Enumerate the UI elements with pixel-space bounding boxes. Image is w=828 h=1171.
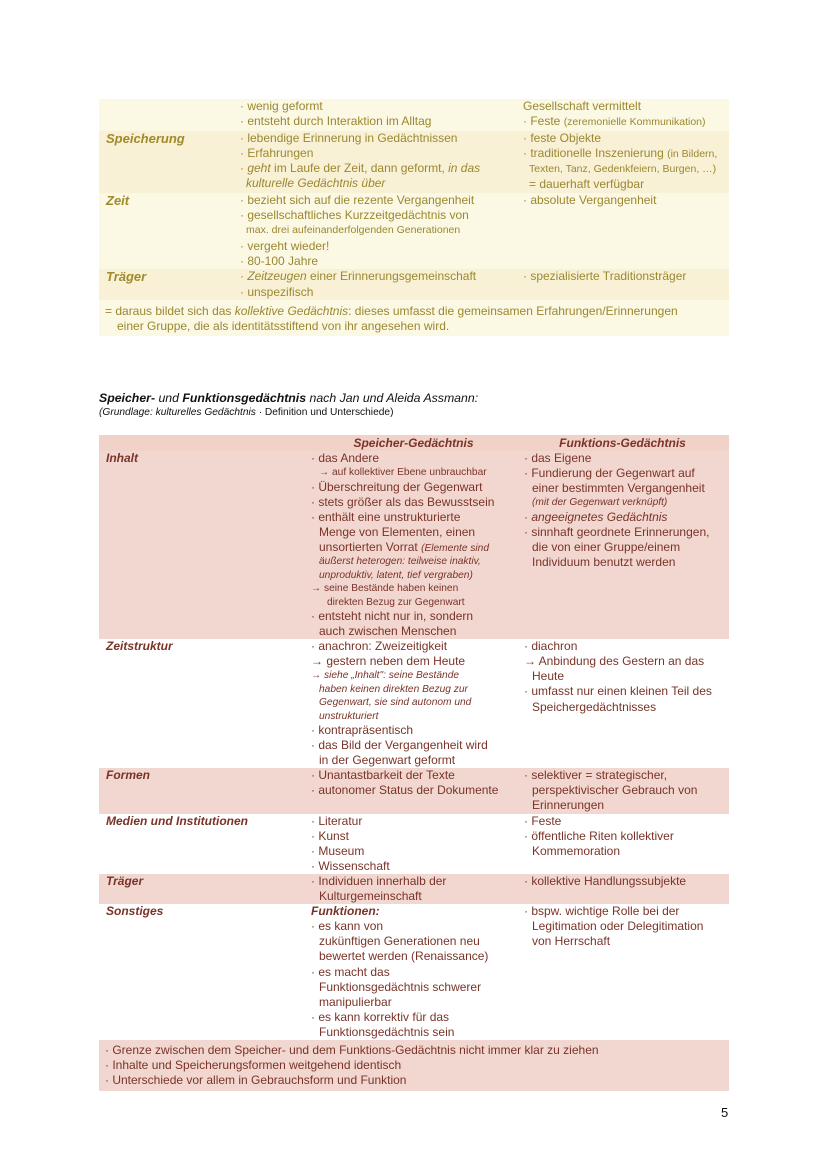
cell-cultural: · feste Objekte · traditionelle Inszenierung (in Bildern, Texten, Tanz, Gedenkfeiern, Burgen, …) = dauerhaft verfügbar (509, 131, 729, 193)
table-row-traeger (99, 269, 729, 300)
table-row-continued (99, 99, 729, 131)
row-label-medien: Medien und Institutionen (99, 814, 311, 874)
cell-funktions: · Feste · öffentliche Riten kollektiver Kommemoration (516, 814, 729, 874)
cell-cultural: Gesellschaft vermittelt · Feste (zeremonielle Kommunikation) (509, 99, 729, 131)
summary-cell: = daraus bildet sich das kollektive Gedächtnis: dieses umfasst die gemeinsamen Erfahrungen/Erinnerungen einer Gruppe, die als identitätsstiftend von ihr angesehen wird. (99, 300, 729, 337)
table-row-zeitstruktur (99, 639, 729, 768)
cell-communicative: · wenig geformt · entsteht durch Interaktion im Alltag (234, 99, 509, 131)
section-title: Speicher- und Funktionsgedächtnis nach Jan und Aleida Assmann: (99, 391, 479, 405)
row-label-zeit: Zeit (99, 193, 234, 269)
table-row-sonstiges (99, 904, 729, 1040)
table-row-speicherung (99, 131, 729, 193)
header-funktions: Funktions-Gedächtnis (516, 435, 729, 451)
comparison-table-continued (99, 99, 729, 336)
table-row-zeit (99, 193, 729, 269)
cell-communicative: · lebendige Erinnerung in Gedächtnissen · Erfahrungen · geht im Laufe der Zeit, dann geformt, in das kulturelle Gedächtnis über (234, 131, 509, 193)
cell-speicher: Funktionen: · es kann von zukünftigen Generationen neu bewertet werden (Renaissance) · es macht das Funktionsgedächtnis schwerer manipulierbar · es kann korrektiv für das Funktionsgedächtnis sein (311, 904, 516, 1040)
table-row-traeger (99, 874, 729, 904)
cell-speicher: · Unantastbarkeit der Texte · autonomer Status der Dokumente (311, 768, 516, 813)
cell-speicher: · Individuen innerhalb der Kulturgemeinschaft (311, 874, 516, 904)
table-header-row (99, 435, 729, 451)
cell-communicative: · Zeitzeugen einer Erinnerungsgemeinschaft · unspezifisch (234, 269, 509, 300)
row-label-zeitstruktur: Zeitstruktur (99, 639, 311, 768)
row-label-traeger: Träger (99, 874, 311, 904)
row-label (99, 99, 234, 131)
cell-cultural: · absolute Vergangenheit (509, 193, 729, 269)
cell-cultural: · spezialisierte Traditionsträger (509, 269, 729, 300)
page-number: 5 (721, 1105, 729, 1120)
section-subtitle: (Grundlage: kulturelles Gedächtnis · Definition und Unterschiede) (99, 407, 394, 418)
header-speicher: Speicher-Gedächtnis (311, 435, 516, 451)
table-row-summary (99, 300, 729, 337)
header-empty (99, 435, 311, 451)
table-row-medien (99, 814, 729, 874)
row-label-formen: Formen (99, 768, 311, 813)
row-label-sonstiges: Sonstiges (99, 904, 311, 1040)
cell-communicative: · bezieht sich auf die rezente Vergangenheit · gesellschaftliches Kurzzeitgedächtnis von max. drei aufeinanderfolgenden Generationen · vergeht wieder! · 80-100 Jahre (234, 193, 509, 269)
row-label-inhalt: Inhalt (99, 451, 311, 639)
cell-speicher: · das Andere → auf kollektiver Ebene unbrauchbar · Überschreitung der Gegenwart · stets größer als das Bewusstsein · enthält eine unstrukturierte Menge von Elementen, einen unsortierten Vorrat (Elemente sind äußerst heterogen: teilweise inaktiv, unproduktiv, latent, tief vergraben) → seine Bestände haben keinen direkten Bezug zur Gegenwart · entsteht nicht nur in, sondern auch zwischen Menschen (311, 451, 516, 639)
cell-funktions: · kollektive Handlungssubjekte (516, 874, 729, 904)
row-label-speicherung: Speicherung (99, 131, 234, 193)
memory-comparison-table (99, 435, 729, 1091)
cell-funktions: · das Eigene · Fundierung der Gegenwart auf einer bestimmten Vergangenheit (mit der Gegenwart verknüpft) · angeeignetes Gedächtnis · sinnhaft geordnete Erinnerungen, die von einer Gruppe/einem Individuum benutzt werden (516, 451, 729, 639)
cell-funktions: · selektiver = strategischer, perspektivischer Gebrauch von Erinnerungen (516, 768, 729, 813)
cell-funktions: · bspw. wichtige Rolle bei der Legitimation oder Delegitimation von Herrschaft (516, 904, 729, 1040)
cell-funktions: · diachron → Anbindung des Gestern an das Heute · umfasst nur einen kleinen Teil des Speichergedächtnisses (516, 639, 729, 768)
table-row-summary (99, 1040, 729, 1091)
table-row-inhalt (99, 451, 729, 639)
cell-speicher: · Literatur · Kunst · Museum · Wissenschaft (311, 814, 516, 874)
table-row-formen (99, 768, 729, 813)
row-label-traeger: Träger (99, 269, 234, 300)
cell-speicher: · anachron: Zweizeitigkeit → gestern neben dem Heute → siehe „Inhalt": seine Bestände haben keinen direkten Bezug zur Gegenwart, sie sind autonom und unstrukturiert · kontrapräsentisch · das Bild der Vergangenheit wird in der Gegenwart geformt (311, 639, 516, 768)
summary-cell: · Grenze zwischen dem Speicher- und dem Funktions-Gedächtnis nicht immer klar zu ziehen · Inhalte und Speicherungsformen weitgehend identisch · Unterschiede vor allem in Gebrauchsform und Funktion (99, 1040, 729, 1091)
section-heading (99, 390, 739, 420)
